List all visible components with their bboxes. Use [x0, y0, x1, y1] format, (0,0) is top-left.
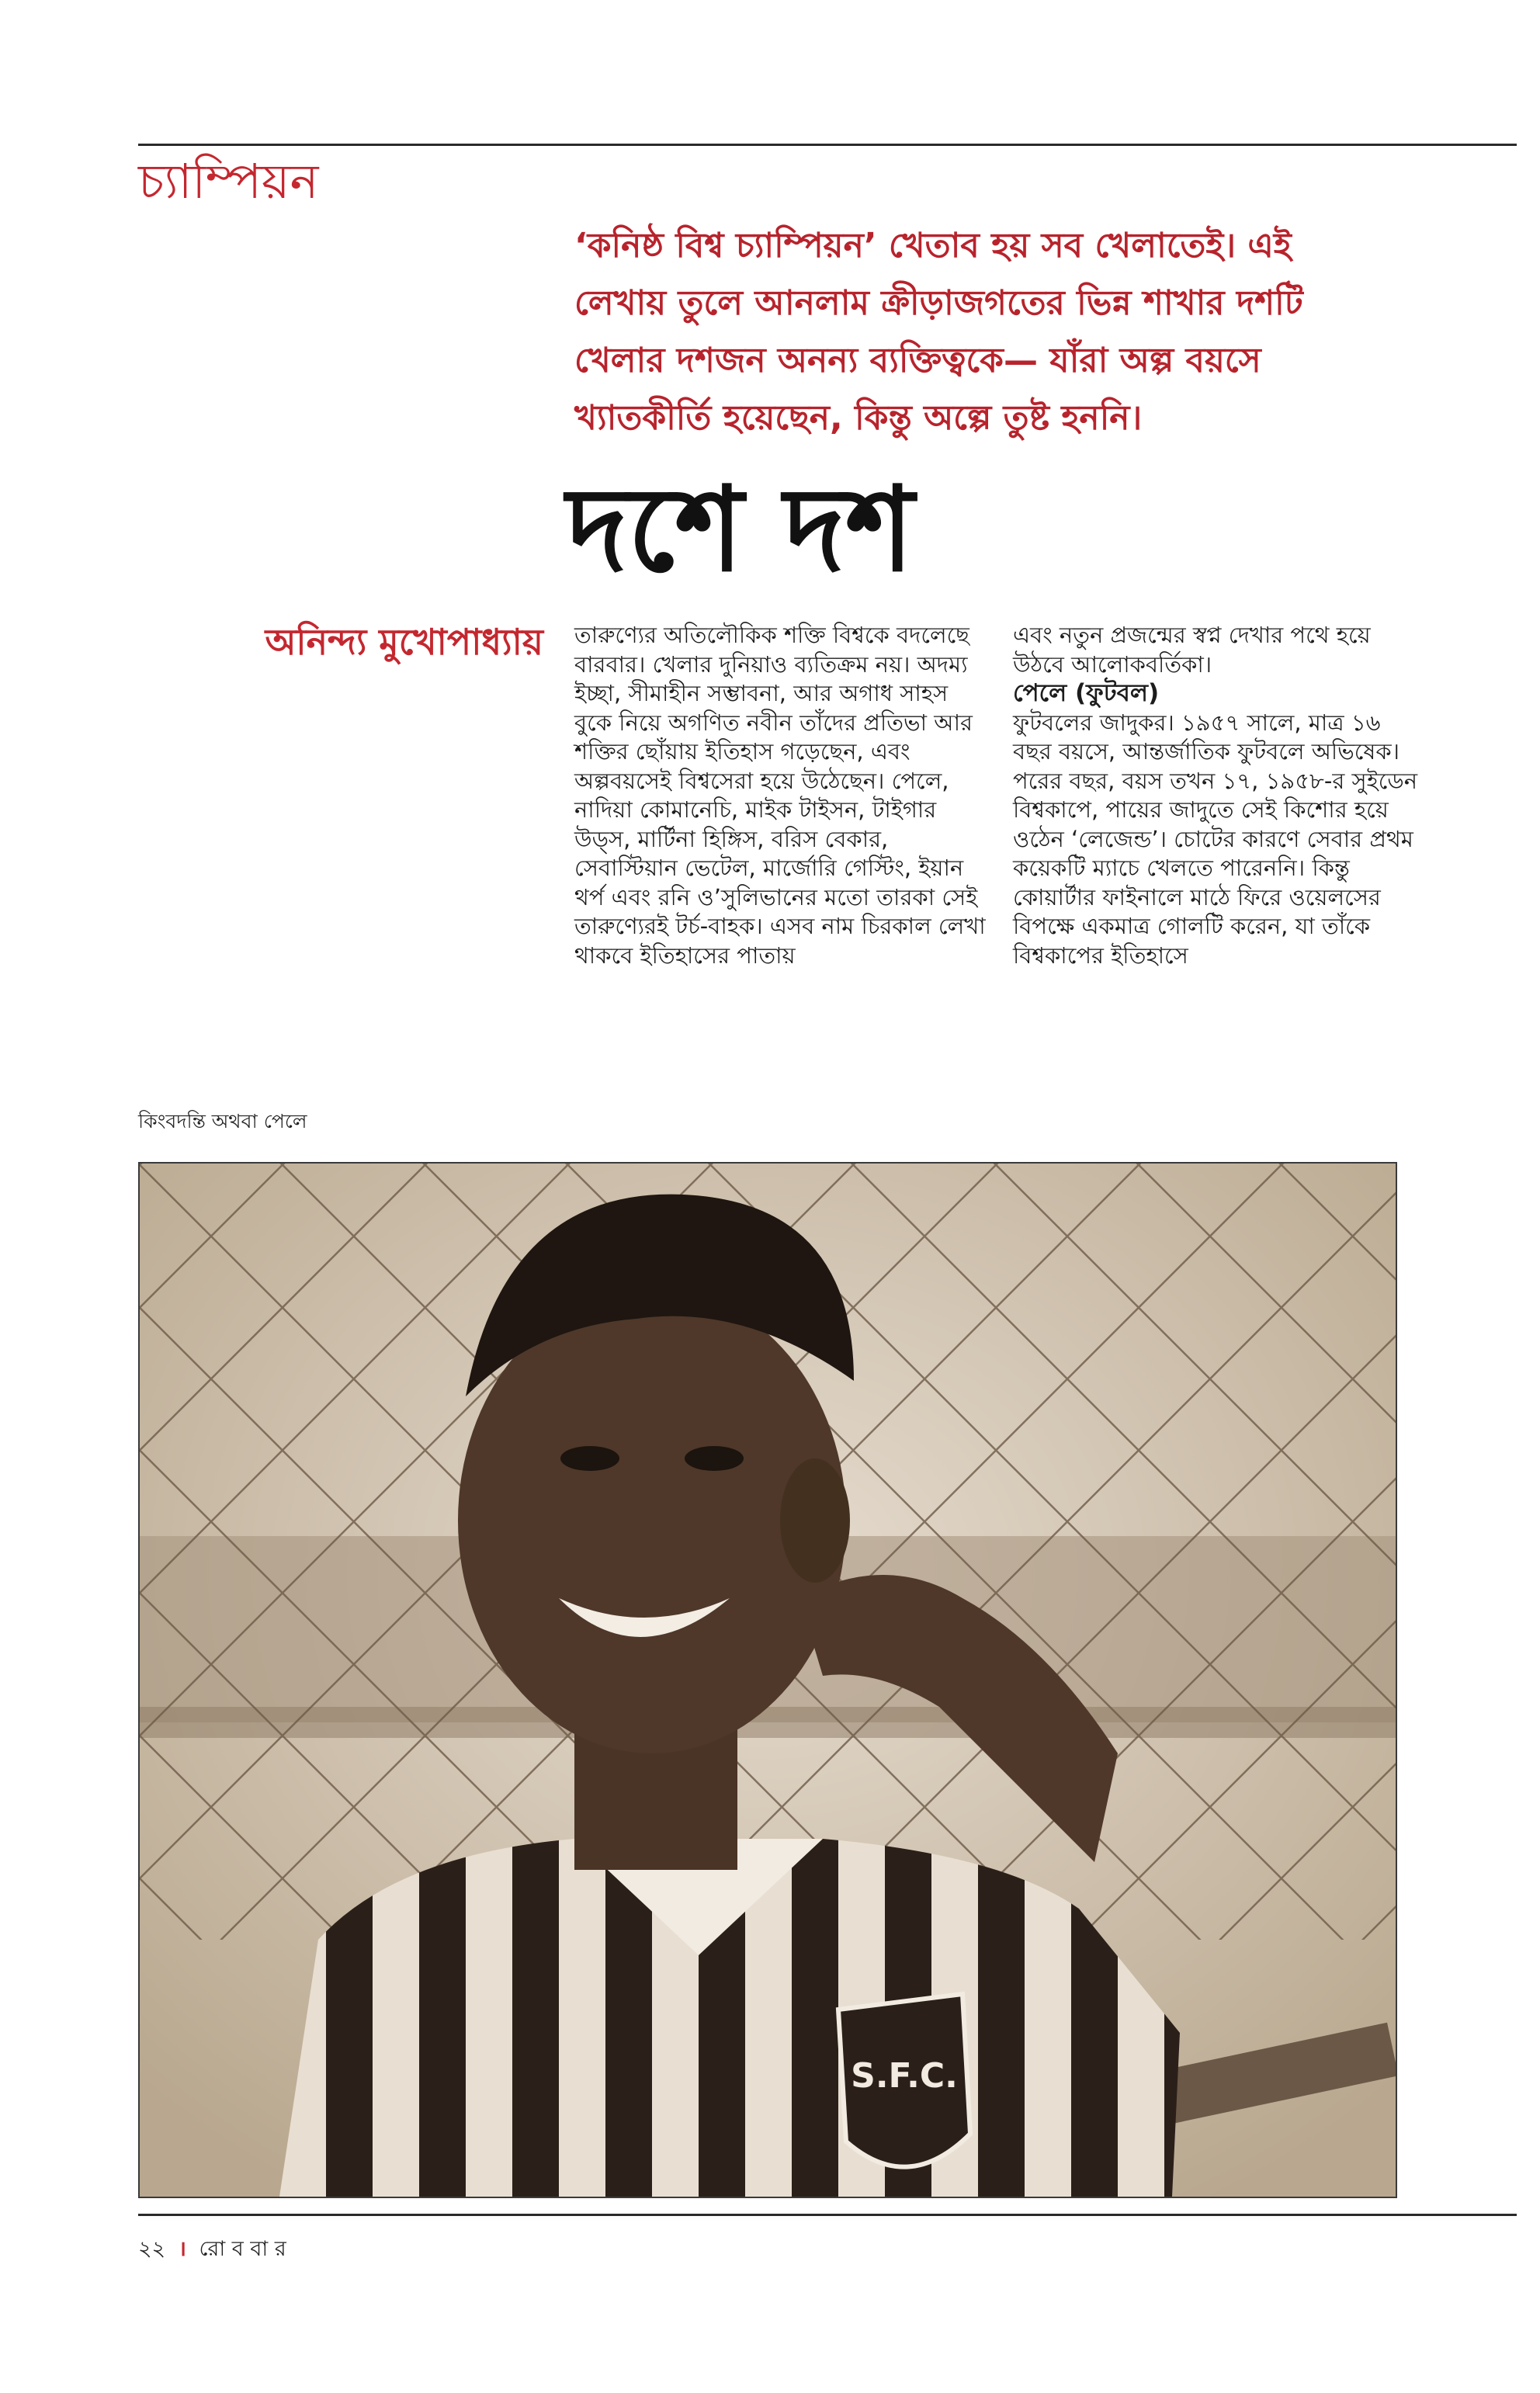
bottom-rule	[138, 2214, 1517, 2216]
magazine-name: রো ব বা র	[199, 2237, 286, 2261]
body-paragraph: ফুটবলের জাদুকর। ১৯৫৭ সালে, মাত্র ১৬ বছর বয়সে, আন্তর্জাতিক ফুটবলে অভিষেক। পরের বছর, বয়স তখন ১৭, ১৯৫৮-র সুইডেন বিশ্বকাপে, পায়ের জাদুতে সেই কিশোর হয়ে ওঠেন ‘লেজেন্ড’। চোটের কারণে সেবার প্রথম কয়েকটি ম্যাচে খেলতে পারেননি। কিন্তু কোয়ার্টার ফাইনালে মাঠে ফিরে ওয়েলসের বিপক্ষে একমাত্র গোলটি করেন, যা তাঁকে বিশ্বকাপের ইতিহাসে	[1013, 709, 1418, 969]
headline: দশে দশ	[567, 461, 914, 598]
page-number: ২২	[138, 2237, 166, 2261]
portrait-photo-illustration	[140, 1164, 1396, 2197]
article-column-1	[574, 621, 986, 970]
photo-caption: কিংবদন্তি অথবা পেলে	[138, 1110, 307, 1132]
portrait-photo	[138, 1162, 1397, 2198]
intro-standfirst: ‘কনিষ্ঠ বিশ্ব চ্যাম্পিয়ন’ খেতাব হয় সব খেলাতেই। এই লেখায় তুলে আনলাম ক্রীড়াজগতের ভিন্ন শাখার দশটি খেলার দশজন অনন্য ব্যক্তিত্বকে— যাঁরা অল্প বয়সে খ্যাতকীর্তি হয়েছেন, কিন্তু অল্পে তুষ্ট হননি।	[574, 226, 1303, 438]
article-column-2	[1013, 621, 1424, 970]
shirt-badge: S.F.C.	[851, 2056, 958, 2096]
section-label: চ্যাম্পিয়ন	[138, 153, 319, 210]
body-paragraph: তারুণ্যের অতিলৌকিক শক্তি বিশ্বকে বদলেছে বারবার। খেলার দুনিয়াও ব্যতিক্রম নয়। অদম্য ইচ্ছা, সীমাহীন সম্ভাবনা, আর অগাধ সাহস বুকে নিয়ে অগণিত নবীন তাঁদের প্রতিভা আর শক্তির ছোঁয়ায় ইতিহাস গড়েছেন, এবং অল্পবয়সেই বিশ্বসেরা হয়ে উঠেছেন। পেলে, নাদিয়া কোমানেচি, মাইক টাইসন, টাইগার উড্‌স, মার্টিনা হিঙ্গিস, বরিস বেকার, সেবাস্টিয়ান ভেটেল, মার্জোরি গেস্টিং, ইয়ান থর্প এবং রনি ও’সুলিভানের মতো তারকা সেই তারুণ্যেরই টর্চ-বাহক। এসব নাম চিরকাল লেখা থাকবে ইতিহাসের পাতায়	[574, 622, 986, 969]
body-paragraph: এবং নতুন প্রজন্মের স্বপ্ন দেখার পথে হয়ে উঠবে আলোকবর্তিকা।	[1013, 622, 1371, 678]
top-rule	[138, 144, 1517, 146]
section-subhead: পেলে (ফুটবল)	[1013, 679, 1160, 707]
page-footer	[138, 2233, 286, 2268]
byline: অনিন্দ্য মুখোপাধ্যায়	[265, 621, 543, 663]
footer-separator: ।	[178, 2237, 186, 2261]
